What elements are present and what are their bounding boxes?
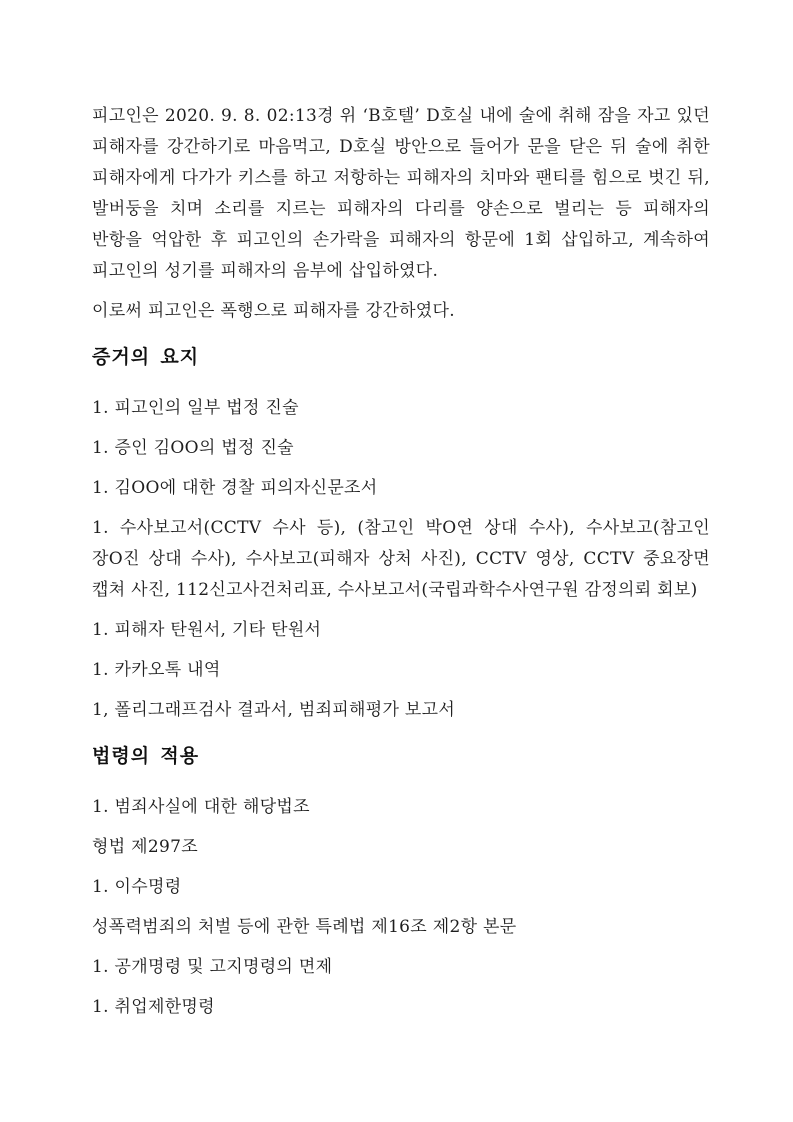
evidence-item: 1, 폴리그래프검사 결과서, 범죄피해평가 보고서 xyxy=(92,700,456,720)
law-item: 형법 제297조 xyxy=(92,837,198,857)
law-section-heading: 법령의 적용 xyxy=(92,746,200,767)
criminal-facts-paragraph: 피고인은 2020. 9. 8. 02:13경 위 ‘B호텔’ D호실 내에 술에 취해 잠을 자고 있던 피해자를 강간하기로 마음먹고, D호실 방안으로 들어가 문을 닫은 뒤 술에 취한 피해자에게 다가가 키스를 하고 저항하는 피해자의 치마와 팬티를 힘으로 벗긴 뒤, 발버둥을 치며 소리를 지르는 피해자의 다리를 양손으로 벌리는 등 피해자의 반항을 억압한 후 피고인의 손가락을 피해자의 항문에 1회 삽입하고, 계속하여 피고인의 성기를 피해자의 음부에 삽입하였다. xyxy=(92,106,710,281)
evidence-item: 1. 카카오톡 내역 xyxy=(92,660,221,680)
evidence-item: 1. 증인 김OO의 법정 진술 xyxy=(92,438,294,458)
law-item: 1. 범죄사실에 대한 해당법조 xyxy=(92,797,310,817)
evidence-item: 1. 피고인의 일부 법정 진술 xyxy=(92,398,299,418)
law-item: 1. 공개명령 및 고지명령의 면제 xyxy=(92,957,333,977)
law-item: 성폭력범죄의 처벌 등에 관한 특례법 제16조 제2항 본문 xyxy=(92,917,517,937)
evidence-item: 1. 피해자 탄원서, 기타 탄원서 xyxy=(92,620,322,640)
evidence-section-heading: 증거의 요지 xyxy=(92,347,200,368)
evidence-item: 1. 수사보고서(CCTV 수사 등), (참고인 박O연 상대 수사), 수사보고(참고인 장O진 상대 수사), 수사보고(피해자 상처 사진), CCTV 영상, CCTV 중요장면 캡쳐 사진, 112신고사건처리표, 수사보고서(국립과학수사연구원 감정의뢰 회보) xyxy=(92,518,710,600)
law-item: 1. 취업제한명령 xyxy=(92,997,215,1017)
criminal-facts-conclusion: 이로써 피고인은 폭행으로 피해자를 강간하였다. xyxy=(92,301,455,321)
evidence-item: 1. 김OO에 대한 경찰 피의자신문조서 xyxy=(92,478,378,498)
law-item: 1. 이수명령 xyxy=(92,877,182,897)
